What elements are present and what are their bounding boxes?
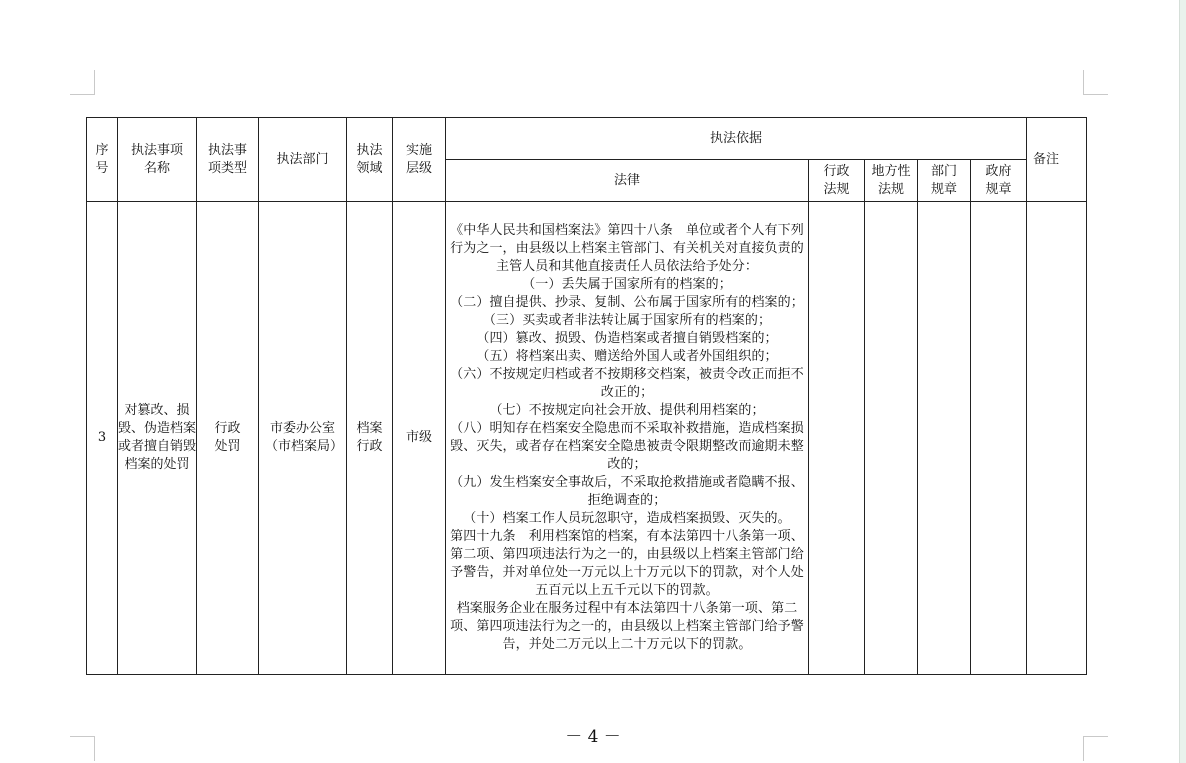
law-paragraph: 《中华人民共和国档案法》第四十八条 单位或者个人有下列行为之一，由县级以上档案主管部门、有关机关对直接负责的主管人员和其他直接责任人员依法给予处分： xyxy=(450,223,804,274)
header-item-type: 执法事项类型 xyxy=(197,118,259,202)
header-law: 法律 xyxy=(446,160,809,202)
cell-remark xyxy=(1027,202,1087,675)
header-admin-reg: 行政法规 xyxy=(809,160,865,202)
law-paragraph: （一）丢失属于国家所有的档案的； xyxy=(522,277,732,292)
law-paragraph: 档案服务企业在服务过程中有本法第四十八条第一项、第二项、第四项违法行为之一的，由县级以上档案主管部门给予警告，并处二万元以上二十万元以下的罚款。 xyxy=(450,601,804,652)
header-local-reg: 地方性法规 xyxy=(865,160,918,202)
header-item-name: 执法事项名称 xyxy=(118,118,197,202)
cell-admin-reg xyxy=(809,202,865,675)
enforcement-table xyxy=(86,117,1087,675)
header-level: 实施层级 xyxy=(393,118,446,202)
cell-dept: 市委办公室（市档案局） xyxy=(259,202,347,675)
crop-mark-top-left xyxy=(70,70,95,95)
law-paragraph: （九）发生档案安全事故后，不采取抢救措施或者隐瞒不报、拒绝调查的； xyxy=(450,475,804,508)
law-paragraph: （六）不按规定归档或者不按期移交档案，被责令改正而拒不改正的； xyxy=(450,367,804,400)
page-number: － 4 － xyxy=(565,727,621,747)
cell-level: 市级 xyxy=(393,202,446,675)
cell-gov-rule xyxy=(971,202,1027,675)
law-paragraph: （二）擅自提供、抄录、复制、公布属于国家所有的档案的； xyxy=(450,295,804,310)
law-paragraph: （四）篡改、损毁、伪造档案或者擅自销毁档案的； xyxy=(476,331,778,346)
header-dept: 执法部门 xyxy=(259,118,347,202)
header-remark: 备注 xyxy=(1027,118,1087,202)
cell-local-reg xyxy=(865,202,918,675)
law-paragraph: （七）不按规定向社会开放、提供利用档案的； xyxy=(489,403,765,418)
law-paragraph: （十）档案工作人员玩忽职守，造成档案损毁、灭失的。 xyxy=(463,511,791,526)
header-field: 执法领域 xyxy=(347,118,393,202)
law-paragraph: （三）买卖或者非法转让属于国家所有的档案的； xyxy=(482,313,772,328)
crop-mark-top-right xyxy=(1083,70,1108,95)
cell-item-name: 对篡改、损毁、伪造档案或者擅自销毁档案的处罚 xyxy=(118,202,197,675)
cell-law xyxy=(446,202,809,675)
cell-seq: 3 xyxy=(87,202,118,675)
law-paragraph: 第四十九条 利用档案馆的档案，有本法第四十八条第一项、第二项、第四项违法行为之一的，由县级以上档案主管部门给予警告，并对单位处一万元以上十万元以下的罚款，对个人处五百元以上五千元以下的罚款。 xyxy=(450,529,804,598)
law-paragraph: （五）将档案出卖、赠送给外国人或者外国组织的； xyxy=(476,349,778,364)
cell-item-type: 行政处罚 xyxy=(197,202,259,675)
cell-dept-rule xyxy=(918,202,971,675)
header-gov-rule: 政府规章 xyxy=(971,160,1027,202)
header-seq: 序号 xyxy=(87,118,118,202)
cell-field: 档案行政 xyxy=(347,202,393,675)
law-paragraph: （八）明知存在档案安全隐患而不采取补救措施，造成档案损毁、灭失，或者存在档案安全隐患被责令限期整改而逾期未整改的； xyxy=(450,421,804,472)
header-dept-rule: 部门规章 xyxy=(918,160,971,202)
window-right-edge xyxy=(1179,0,1186,763)
header-basis: 执法依据 xyxy=(446,118,1027,160)
